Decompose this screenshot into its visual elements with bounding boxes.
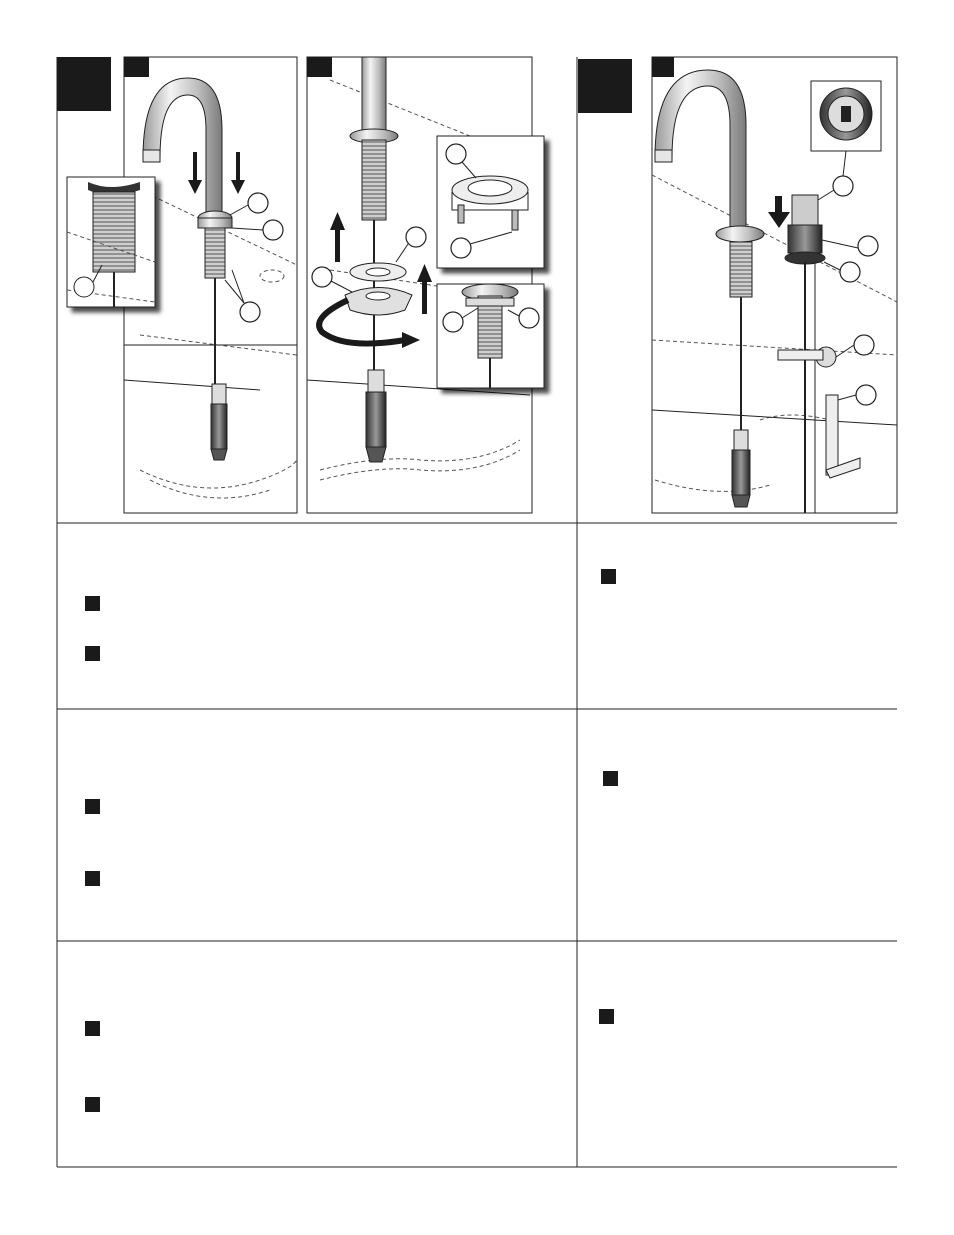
bullet-square bbox=[85, 871, 100, 886]
bullet-square bbox=[601, 569, 616, 584]
inset-b1 bbox=[437, 136, 544, 268]
bullet-square bbox=[85, 1021, 100, 1036]
inset-b2 bbox=[437, 284, 544, 388]
bullet-square bbox=[85, 799, 100, 814]
bullet-square bbox=[599, 1009, 614, 1024]
bullet-square bbox=[603, 771, 618, 786]
bullet-square bbox=[85, 1097, 100, 1112]
bullet-square bbox=[85, 646, 100, 661]
inset-a1 bbox=[67, 177, 155, 307]
bullet-square bbox=[85, 596, 100, 611]
